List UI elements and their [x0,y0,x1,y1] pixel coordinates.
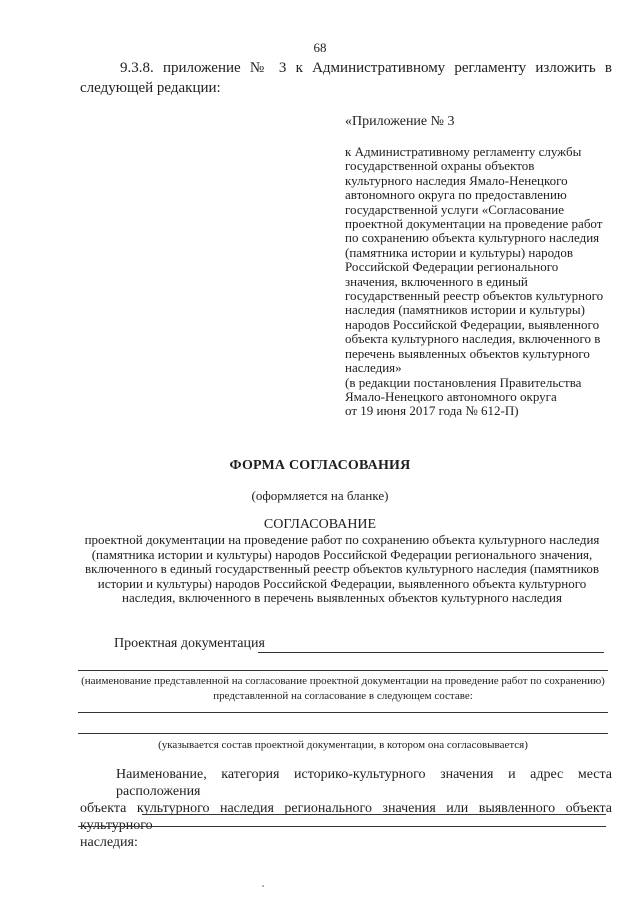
composition-note-caption: (указывается состав проектной документации, в котором она согласовывается) [158,739,528,751]
agreement-line: истории и культуры) народов Российской Федерации, выявленного объекта культурного [97,575,587,591]
agreement-line: проектной документации на проведение работ по сохранению объекта культурного наследия [84,532,600,547]
scan-speck [262,885,264,887]
appendix-line: (в редакции постановления Правительства [345,374,582,390]
project-documentation-field-line [258,652,604,653]
composition-caption: представленной на согласование в следующем составе: [213,690,473,702]
project-documentation-label: Проектная документация [114,636,265,651]
appendix-line: культурного наследия Ямало-Ненецкого [345,172,568,188]
appendix-line: Ямало-Ненецкого автономного округа [345,388,557,404]
object-name-line-3: наследия: [80,835,138,850]
appendix-line: от 19 июня 2017 года № 612-П) [345,403,519,419]
form-subtitle: (оформляется на бланке) [251,488,389,503]
object-name-continuation-line [78,826,606,827]
appendix-line: наследия» [345,360,402,376]
appendix-line: значения, включенного в единый [345,273,528,289]
appendix-line: проектной документации на проведение работ [345,216,603,232]
amendment-line-2: следующей редакции: [80,80,221,96]
amendment-line-1: 9.3.8. приложение № 3 к Административному регламенту изложить в [120,60,612,76]
appendix-line: Российской Федерации регионального [345,259,559,275]
object-name-field-line [142,814,606,815]
amendment-paragraph [80,58,612,98]
appendix-line: к Административному регламенту службы [345,144,582,159]
appendix-line: государственной услуги «Согласование [345,201,564,217]
agreement-line: (памятника истории и культуры) народов Российской Федерации регионального значения, [91,546,593,562]
agreement-body [72,533,612,606]
agreement-line: включенного в единый государственный реестр объектов культурного наследия (памятников [84,561,600,577]
object-name-line-2: объекта культурного наследия регионального значения или выявленного объекта культурного [80,801,612,833]
agreement-line: наследия, включенного в перечень выявленных объектов культурного наследия [122,590,562,606]
composition-line-2 [78,733,608,734]
appendix-line: автономного округа по предоставлению [345,187,567,203]
appendix-title: «Приложение № 3 [345,114,455,129]
project-documentation-continuation-line [78,670,608,671]
agreement-title: СОГЛАСОВАНИЕ [263,517,377,532]
appendix-line: объекта культурного наследия, включенного в [345,331,601,347]
appendix-line: перечень выявленных объектов культурного [345,345,590,361]
object-name-paragraph [80,766,612,851]
page-number: 68 [313,40,327,55]
appendix-body [345,145,615,419]
form-title: ФОРМА СОГЛАСОВАНИЯ [229,458,411,473]
appendix-line: государственный реестр объектов культурного [345,288,604,304]
composition-line-1 [78,712,608,713]
appendix-line: по сохранению объекта культурного наследия [345,230,600,246]
appendix-line: народов Российской Федерации, выявленного [345,316,600,332]
object-name-line-1: Наименование, категория историко-культурного значения и адрес места расположения [116,767,612,799]
appendix-line: государственной охраны объектов [345,158,535,174]
appendix-line: (памятника истории и культуры) народов [345,244,574,260]
project-documentation-caption: (наименование представленной на согласование проектной документации на проведение работ по сохранению) [81,675,605,687]
appendix-line: наследия (памятников истории и культуры) [345,302,585,318]
